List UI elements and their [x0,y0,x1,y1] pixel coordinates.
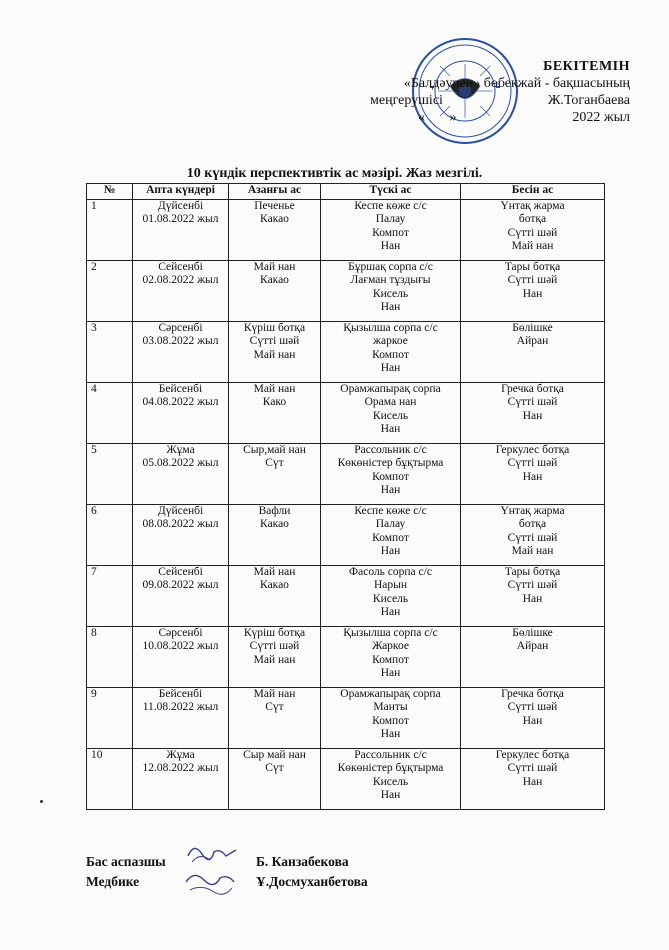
lunch-item: Компот [372,531,409,544]
lunch-item: Жаркое [372,640,409,653]
snack-item: Тары ботқа [504,566,561,578]
row-date: 09.08.2022 жыл [142,579,219,592]
lunch-item: Компот [372,348,409,361]
table-row [87,566,605,627]
header-lunch: Түскі ас [321,184,461,200]
snack-item: Айран [516,335,549,348]
snack-item: Сүтті шәй [507,531,558,544]
row-date: 12.08.2022 жыл [142,762,219,775]
row-day: Бейсенбі [158,383,203,395]
snack-item: Сүтті шәй [507,579,558,592]
snack-item: Гречка ботқа [501,383,564,395]
row-breakfast [229,322,321,383]
breakfast-item: Како [262,396,287,409]
lunch-item: Нан [380,605,401,618]
row-day: Сәрсенбі [158,322,203,334]
row-day: Дүйсенбі [157,505,204,517]
row-breakfast [229,505,321,566]
row-date: 03.08.2022 жыл [142,335,219,348]
row-day [133,444,229,505]
snack-item: Үнтақ жарма [500,200,565,212]
snack-item: Айран [516,640,549,653]
lunch-item: Орама нан [364,396,417,409]
row-number: 10 [87,749,133,810]
row-day [133,505,229,566]
lunch-item: Орамжапырақ сорпа [340,688,441,700]
table-row [87,627,605,688]
snack-item: Май нан [511,544,554,557]
row-breakfast [229,444,321,505]
row-snack [461,566,605,627]
lunch-item: Кисель [372,409,409,422]
lunch-item: Кеспе көже с/с [354,505,427,517]
scan-speck [40,800,43,803]
table-row [87,383,605,444]
snack-item: Сүтті шәй [507,226,558,239]
snack-item: Бөлішке [512,322,553,334]
snack-item: Нан [522,287,543,300]
signature-chef [86,852,368,872]
snack-item: Май нан [511,239,554,252]
lunch-item: Манты [373,701,408,714]
lunch-item: Қызылша сорпа с/с [343,627,438,639]
row-day: Дүйсенбі [157,200,204,212]
row-day [133,688,229,749]
snack-item: Сүтті шәй [507,701,558,714]
row-lunch [321,505,461,566]
lunch-item: Нан [380,788,401,801]
row-number: 8 [87,627,133,688]
row-lunch [321,322,461,383]
table-row [87,444,605,505]
lunch-item: Кисель [372,775,409,788]
snack-item: Тары ботқа [504,261,561,273]
lunch-item: Нан [380,544,401,557]
row-lunch [321,627,461,688]
snack-item: Нан [522,470,543,483]
signature-role-chef: Бас аспазшы [86,854,166,869]
row-number: 2 [87,261,133,322]
row-snack [461,688,605,749]
row-day [133,627,229,688]
snack-item: Нан [522,714,543,727]
lunch-item: Фасоль сорпа с/с [349,566,432,578]
lunch-item: Нан [380,361,401,374]
row-lunch [321,749,461,810]
lunch-item: Рассольник с/с [354,444,427,456]
row-day [133,261,229,322]
row-breakfast [229,261,321,322]
row-day [133,322,229,383]
table-row [87,322,605,383]
breakfast-item: Сүтті шәй [249,335,300,348]
snack-item: Геркулес ботқа [495,749,570,761]
row-snack [461,749,605,810]
row-lunch [321,566,461,627]
row-number: 1 [87,200,133,261]
lunch-item: Кисель [372,287,409,300]
approval-position: меңгерушісі [370,93,443,108]
breakfast-item: Май нан [253,688,296,700]
snack-item: Сүтті шәй [507,762,558,775]
row-day: Сәрсенбі [158,627,203,639]
header-days: Апта күндері [133,184,229,200]
lunch-item: Нан [380,239,401,252]
approval-block [330,58,630,126]
row-date: 01.08.2022 жыл [142,213,219,226]
row-snack [461,505,605,566]
row-lunch [321,444,461,505]
signature-nurse [86,872,368,892]
document-title: 10 күндік перспективтік ас мәзірі. Жаз мезгілі. [186,166,483,181]
lunch-item: Орамжапырақ сорпа [340,383,441,395]
lunch-item: Кисель [372,592,409,605]
snack-item: Нан [522,409,543,422]
snack-item: ботқа [518,213,547,226]
row-number: 3 [87,322,133,383]
row-day: Бейсенбі [158,688,203,700]
signature-role-nurse: Медбике [86,874,140,889]
row-lunch [321,200,461,261]
row-date: 05.08.2022 жыл [142,457,219,470]
lunch-item: Лағман тұздығы [350,274,431,287]
table-header-row [87,184,605,200]
lunch-item: Нан [380,483,401,496]
row-day: Жұма [166,749,195,761]
lunch-item: Бұршақ сорпа с/с [348,261,433,273]
breakfast-item: Какао [260,518,289,531]
breakfast-item: Май нан [253,653,296,666]
row-snack [461,444,605,505]
row-breakfast [229,627,321,688]
signatures-block [86,852,368,892]
table-row [87,261,605,322]
row-snack [461,627,605,688]
breakfast-item: Какао [260,274,289,287]
breakfast-item: Сыр,май нан [243,444,306,456]
row-day [133,200,229,261]
row-day: Сейсенбі [158,566,203,578]
menu-table [86,183,605,810]
header-snack: Бесін ас [461,184,605,200]
lunch-item: Көкөністер бұқтырма [337,762,444,775]
breakfast-item: Май нан [253,383,296,395]
row-number: 6 [87,505,133,566]
table-row [87,749,605,810]
snack-item: Нан [522,592,543,605]
row-breakfast [229,566,321,627]
row-snack [461,261,605,322]
lunch-item: Компот [372,714,409,727]
lunch-item: Нан [380,727,401,740]
approval-date-quote-open: « » [418,110,457,125]
snack-item: Нан [522,775,543,788]
approval-name: Ж.Тоганбаева [547,93,630,108]
row-date: 08.08.2022 жыл [142,518,219,531]
row-snack [461,383,605,444]
snack-item: Геркулес ботқа [495,444,570,456]
row-date: 04.08.2022 жыл [142,396,219,409]
breakfast-item: Май нан [253,261,296,273]
breakfast-item: Сүтті шәй [249,640,300,653]
row-breakfast [229,200,321,261]
signature-name-nurse: Ұ.Досмуханбетова [256,874,368,889]
breakfast-item: Сүт [265,762,284,775]
breakfast-item: Вафли [258,505,291,517]
lunch-item: Компот [372,226,409,239]
header-num: № [87,184,133,200]
row-day: Сейсенбі [158,261,203,273]
row-lunch [321,383,461,444]
row-date: 11.08.2022 жыл [142,701,219,714]
lunch-item: Нан [380,422,401,435]
table-row [87,200,605,261]
header-breakfast: Азанғы ас [229,184,321,200]
breakfast-item: Сүт [265,457,284,470]
menu-table-body [87,200,605,810]
snack-item: Бөлішке [512,627,553,639]
lunch-item: Кеспе көже с/с [354,200,427,212]
breakfast-item: Какао [260,213,289,226]
lunch-item: Көкөністер бұқтырма [337,457,444,470]
row-number: 9 [87,688,133,749]
row-snack [461,200,605,261]
lunch-item: Нарын [373,579,408,592]
lunch-item: Палау [375,518,406,531]
row-lunch [321,261,461,322]
row-snack [461,322,605,383]
snack-item: Сүтті шәй [507,396,558,409]
lunch-item: жаркое [373,335,408,348]
row-breakfast [229,749,321,810]
row-day [133,383,229,444]
approval-org: «Балдәурен» бөбекжай - бақшасының [403,76,630,91]
lunch-item: Компот [372,470,409,483]
row-breakfast [229,383,321,444]
row-day [133,749,229,810]
lunch-item: Компот [372,653,409,666]
breakfast-item: Сүт [265,701,284,714]
breakfast-item: Печенье [254,200,295,212]
lunch-item: Рассольник с/с [354,749,427,761]
breakfast-item: Май нан [253,566,296,578]
row-number: 5 [87,444,133,505]
snack-item: Сүтті шәй [507,457,558,470]
approval-date-line [330,109,630,126]
breakfast-item: Какао [260,579,289,592]
lunch-item: Нан [380,666,401,679]
row-date: 02.08.2022 жыл [142,274,219,287]
snack-item: ботқа [518,518,547,531]
lunch-item: Қызылша сорпа с/с [343,322,438,334]
row-breakfast [229,688,321,749]
breakfast-item: Күріш ботқа [243,627,306,639]
lunch-item: Нан [380,300,401,313]
signature-name-chef: Б. Канзабекова [256,854,349,869]
row-day: Жұма [166,444,195,456]
approval-position-line [330,92,630,109]
row-lunch [321,688,461,749]
snack-item: Гречка ботқа [501,688,564,700]
breakfast-item: Сыр май нан [243,749,306,761]
snack-item: Сүтті шәй [507,274,558,287]
row-number: 7 [87,566,133,627]
snack-item: Үнтақ жарма [500,505,565,517]
breakfast-item: Май нан [253,348,296,361]
approval-year: 2022 жыл [572,110,630,125]
row-number: 4 [87,383,133,444]
row-date: 10.08.2022 жыл [142,640,219,653]
table-row [87,688,605,749]
table-row [87,505,605,566]
row-day [133,566,229,627]
approval-title: БЕКІТЕМІН [543,59,630,74]
lunch-item: Палау [375,213,406,226]
breakfast-item: Күріш ботқа [243,322,306,334]
